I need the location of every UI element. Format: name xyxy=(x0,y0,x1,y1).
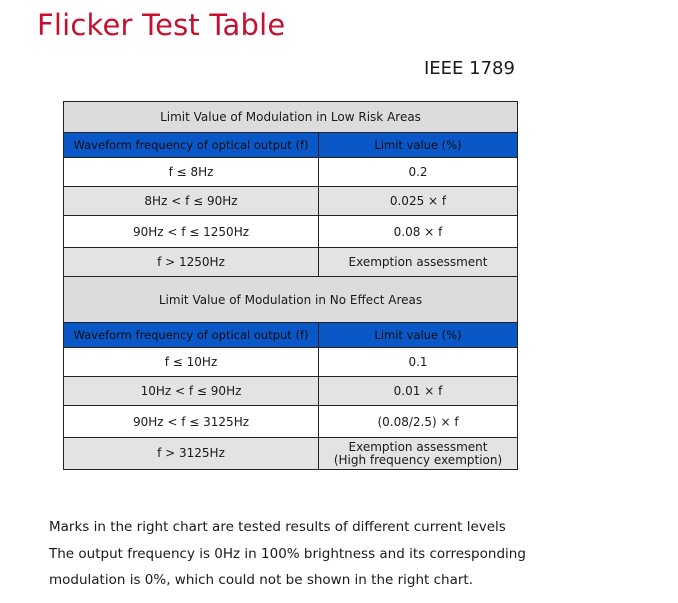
limit-cell-line: Exemption assessment xyxy=(348,439,488,454)
table-row xyxy=(64,216,518,248)
frequency-cell: 10Hz < f ≤ 90Hz xyxy=(64,377,319,406)
frequency-cell: 8Hz < f ≤ 90Hz xyxy=(64,187,319,216)
limit-cell: 0.2 xyxy=(319,158,518,187)
section-heading-row xyxy=(64,102,518,133)
column-header-row xyxy=(64,323,518,348)
limit-cell: 0.025 × f xyxy=(319,187,518,216)
note-line: modulation is 0%, which could not be shown in the right chart. xyxy=(49,572,473,588)
column-header-frequency: Waveform frequency of optical output (f) xyxy=(64,323,319,348)
table-row xyxy=(64,406,518,438)
limit-cell-line: (High frequency exemption) xyxy=(333,452,503,467)
limit-cell xyxy=(319,438,518,470)
table-row xyxy=(64,248,518,277)
table-row xyxy=(64,377,518,406)
limit-cell: 0.1 xyxy=(319,348,518,377)
table-row xyxy=(64,158,518,187)
note-line: The output frequency is 0Hz in 100% brightness and its corresponding xyxy=(49,545,526,562)
section-heading-row xyxy=(64,277,518,323)
frequency-cell: 90Hz < f ≤ 1250Hz xyxy=(64,216,319,248)
column-header-limit: Limit value (%) xyxy=(319,323,518,348)
page-title: Flicker Test Table xyxy=(37,8,286,42)
limit-cell: (0.08/2.5) × f xyxy=(319,406,518,438)
column-header-frequency: Waveform frequency of optical output (f) xyxy=(64,133,319,158)
section-heading: Limit Value of Modulation in Low Risk Areas xyxy=(64,102,518,133)
limit-cell: 0.01 × f xyxy=(319,377,518,406)
table-row xyxy=(64,348,518,377)
frequency-cell: f ≤ 8Hz xyxy=(64,158,319,187)
frequency-cell: f > 1250Hz xyxy=(64,248,319,277)
note-line: Marks in the right chart are tested results of different current levels xyxy=(49,519,506,535)
limit-cell: Exemption assessment xyxy=(319,248,518,277)
notes-paragraph xyxy=(49,514,526,594)
frequency-cell: f > 3125Hz xyxy=(64,438,319,470)
table-row xyxy=(64,438,518,470)
standard-label: IEEE 1789 xyxy=(424,58,515,79)
column-header-row xyxy=(64,133,518,158)
frequency-cell: 90Hz < f ≤ 3125Hz xyxy=(64,406,319,438)
flicker-limit-table xyxy=(63,101,518,470)
table-row xyxy=(64,187,518,216)
limit-cell: 0.08 × f xyxy=(319,216,518,248)
section-heading: Limit Value of Modulation in No Effect Areas xyxy=(64,277,518,323)
frequency-cell: f ≤ 10Hz xyxy=(64,348,319,377)
column-header-limit: Limit value (%) xyxy=(319,133,518,158)
